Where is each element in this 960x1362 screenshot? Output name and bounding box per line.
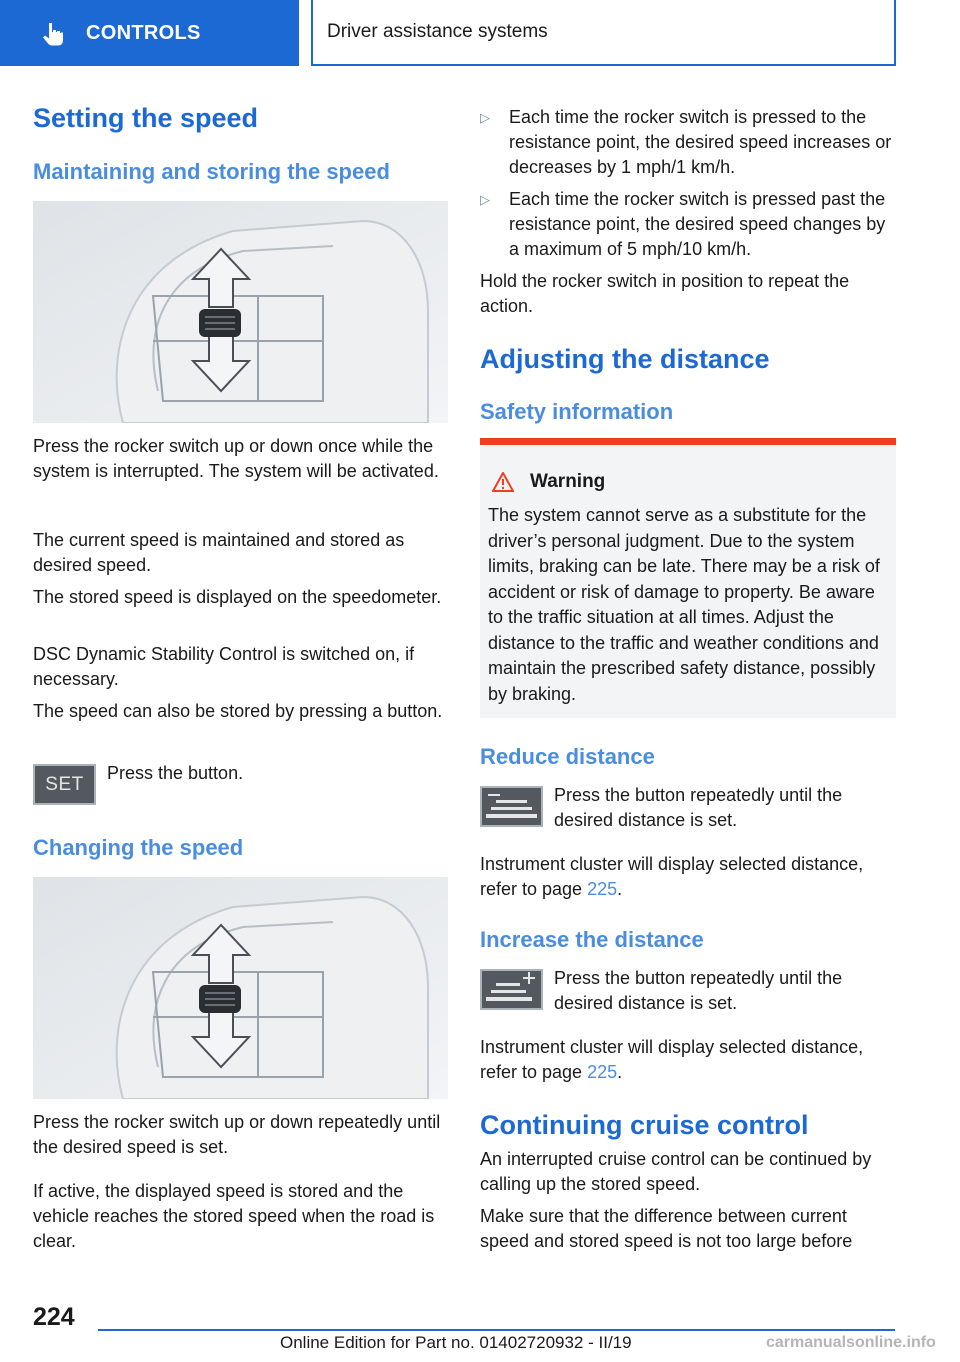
warning-header (492, 471, 605, 493)
heading-continuing-cruise-control: Continuing cruise control (480, 1110, 809, 1140)
paragraph-continue-interrupted: An interrupted cruise control can be continued by calling up the stored speed. (480, 1149, 872, 1194)
steering-wheel-rocker-switch-image-1 (33, 201, 448, 423)
list-item-bullet-2: ▷ Each time the rocker switch is pressed past the resistance point, the desired speed changes by a maximum of 5 mph/10 km/h. (480, 189, 886, 259)
rocker-switch-illustration-2 (33, 877, 448, 1099)
warning-body: The system cannot serve as a substitute for the driver’s personal judgment. Due to the system limits, braking can be late. There may be a risk of accident or risk of damage to property. Be aware to the traffic situation at all times. Adjust the distance to the traffic and weather conditions and maintain the prescribed safety distance, possibly by braking. (488, 505, 880, 704)
reduce-distance-button-icon (480, 786, 543, 827)
triangle-bullet-icon: ▷ (480, 110, 490, 125)
footer-edition: Online Edition for Part no. 01402720932 - II/19 (280, 1333, 632, 1352)
paragraph-dsc: DSC Dynamic Stability Control is switched on, if necessary. (33, 644, 415, 689)
paragraph-rocker-repeatedly: Press the rocker switch up or down repeatedly until the desired speed is set. (33, 1112, 441, 1157)
chapter-tab[interactable] (0, 0, 299, 66)
paragraph-reduce-press: Press the button repeatedly until the desired distance is set. (554, 785, 843, 830)
steering-wheel-rocker-switch-image-2 (33, 877, 448, 1099)
heading-increase-distance: Increase the distance (480, 927, 704, 952)
heading-adjusting-distance: Adjusting the distance (480, 344, 770, 374)
section-title: Driver assistance systems (311, 0, 896, 66)
paragraph-press-button: Press the button. (107, 763, 244, 783)
rocker-switch-illustration (33, 201, 448, 423)
distance-minus-icon (482, 788, 541, 825)
page-header (0, 0, 960, 66)
footer-watermark: carmanualsonline.info (766, 1334, 936, 1351)
warning-triangle-icon (492, 472, 514, 492)
heading-changing-speed: Changing the speed (33, 835, 244, 860)
page-number: 224 (33, 1303, 75, 1331)
heading-safety-information: Safety information (480, 399, 674, 424)
page-link-225[interactable]: 225 (587, 1062, 618, 1082)
paragraph-rocker-once: Press the rocker switch up or down once while the system is interrupted. The system will be activated. (33, 436, 439, 481)
list-item-bullet-1: ▷ Each time the rocker switch is pressed to the resistance point, the desired speed increases or decreases by 1 mph/1 km/h. (480, 107, 892, 177)
paragraph-make-sure: Make sure that the difference between current speed and stored speed is not too large before (480, 1206, 853, 1251)
hand-pointer-icon (40, 20, 66, 46)
triangle-bullet-icon: ▷ (480, 192, 490, 207)
warning-box (480, 438, 896, 718)
paragraph-store-by-button: The speed can also be stored by pressing a button. (33, 701, 443, 721)
paragraph-stored-speed: The stored speed is displayed on the speedometer. (33, 587, 442, 607)
page-link-225[interactable]: 225 (587, 879, 618, 899)
paragraph-hold-rocker: Hold the rocker switch in position to repeat the action. (480, 271, 850, 316)
warning-title: Warning (530, 471, 606, 492)
set-button-icon (33, 764, 96, 805)
chapter-tab-label: CONTROLS (86, 21, 201, 44)
paragraph-if-active: If active, the displayed speed is stored and the vehicle reaches the stored speed when the road is clear. (33, 1181, 435, 1251)
paragraph-reduce-cluster: Instrument cluster will display selected distance, refer to page 225. (480, 854, 864, 899)
paragraph-increase-cluster: Instrument cluster will display selected distance, refer to page 225. (480, 1037, 864, 1082)
heading-setting-speed: Setting the speed (33, 103, 259, 133)
footer-divider (98, 1329, 895, 1331)
heading-maintaining-speed: Maintaining and storing the speed (33, 159, 390, 184)
paragraph-increase-press: Press the button repeatedly until the desired distance is set. (554, 968, 843, 1013)
increase-distance-button-icon (480, 969, 543, 1010)
distance-plus-icon (482, 971, 541, 1008)
heading-reduce-distance: Reduce distance (480, 744, 655, 769)
set-button-label: SET (45, 773, 84, 795)
paragraph-current-speed: The current speed is maintained and stored as desired speed. (33, 530, 405, 575)
